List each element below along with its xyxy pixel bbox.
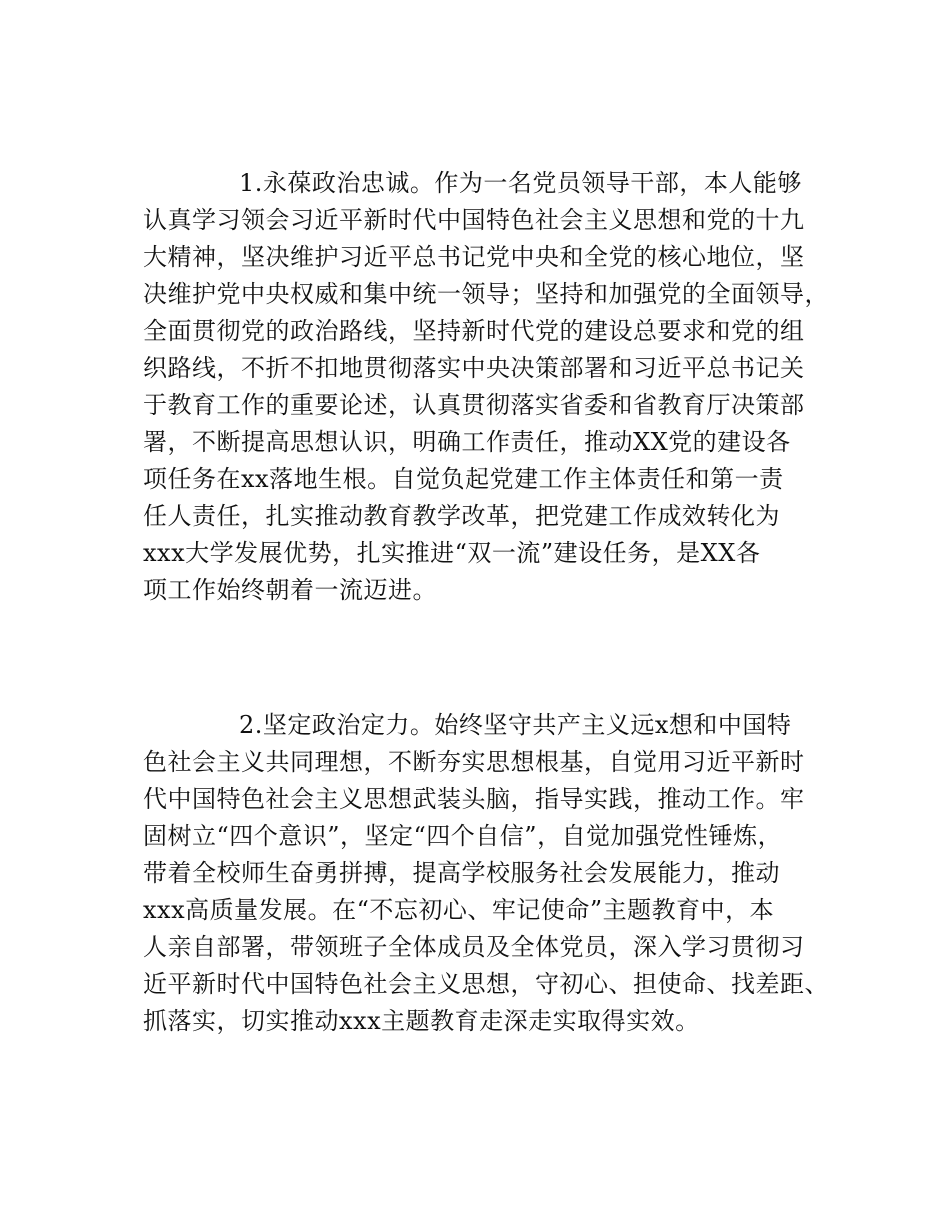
paragraph-line: 带着全校师生奋勇拼搏，提高学校服务社会发展能力，推动 (143, 859, 780, 887)
paragraph-line: 色社会主义共同理想，不断夯实思想根基，自觉用习近平新时 (143, 748, 805, 776)
paragraph-line: 1.永葆政治忠诚。作为一名党员领导干部，本人能够 (239, 169, 802, 197)
paragraph-line: 近平新时代中国特色社会主义思想，守初心、担使命、找差距、 (143, 970, 829, 998)
paragraph-line: 全面贯彻党的政治路线，坚持新时代党的建设总要求和党的组 (143, 317, 805, 345)
paragraph-line: 固树立“四个意识”，坚定“四个自信”，自觉加强党性锤炼， (143, 822, 783, 850)
paragraph-line: 代中国特色社会主义思想武装头脑，指导实践，推动工作。牢 (143, 785, 805, 813)
paragraph-line: 认真学习领会习近平新时代中国特色社会主义思想和党的十九 (143, 206, 805, 234)
paragraph-line: 大精神，坚决维护习近平总书记党中央和全党的核心地位，坚 (143, 243, 805, 271)
paragraph-line: 2.坚定政治定力。始终坚守共产主义远x想和中国特 (239, 711, 792, 739)
paragraph-line: 于教育工作的重要论述，认真贯彻落实省委和省教育厅决策部 (143, 391, 805, 419)
paragraph-line: xxx大学发展优势，扎实推进“双一流”建设任务，是XX各 (143, 539, 761, 567)
paragraph-line: 决维护党中央权威和集中统一领导；坚持和加强党的全面领导， (143, 280, 829, 308)
paragraph-political-resolve (143, 707, 843, 1040)
paragraph-line: 织路线，不折不扣地贯彻落实中央决策部署和习近平总书记关 (143, 354, 805, 382)
paragraph-political-loyalty (143, 165, 843, 609)
paragraph-line: 人亲自部署，带领班子全体成员及全体党员，深入学习贯彻习 (143, 933, 805, 961)
paragraph-line: 抓落实，切实推动xxx主题教育走深走实取得实效。 (143, 1007, 700, 1035)
paragraph-line: 任人责任，扎实推动教育教学改革，把党建工作成效转化为 (143, 502, 780, 530)
paragraph-line: 项工作始终朝着一流迈进。 (143, 576, 437, 604)
paragraph-line: 项任务在xx落地生根。自觉负起党建工作主体责任和第一责 (143, 465, 784, 493)
paragraph-line: 署，不断提高思想认识，明确工作责任，推动XX党的建设各 (143, 428, 791, 456)
paragraph-line: xxx高质量发展。在“不忘初心、牢记使命”主题教育中，本 (143, 896, 775, 924)
